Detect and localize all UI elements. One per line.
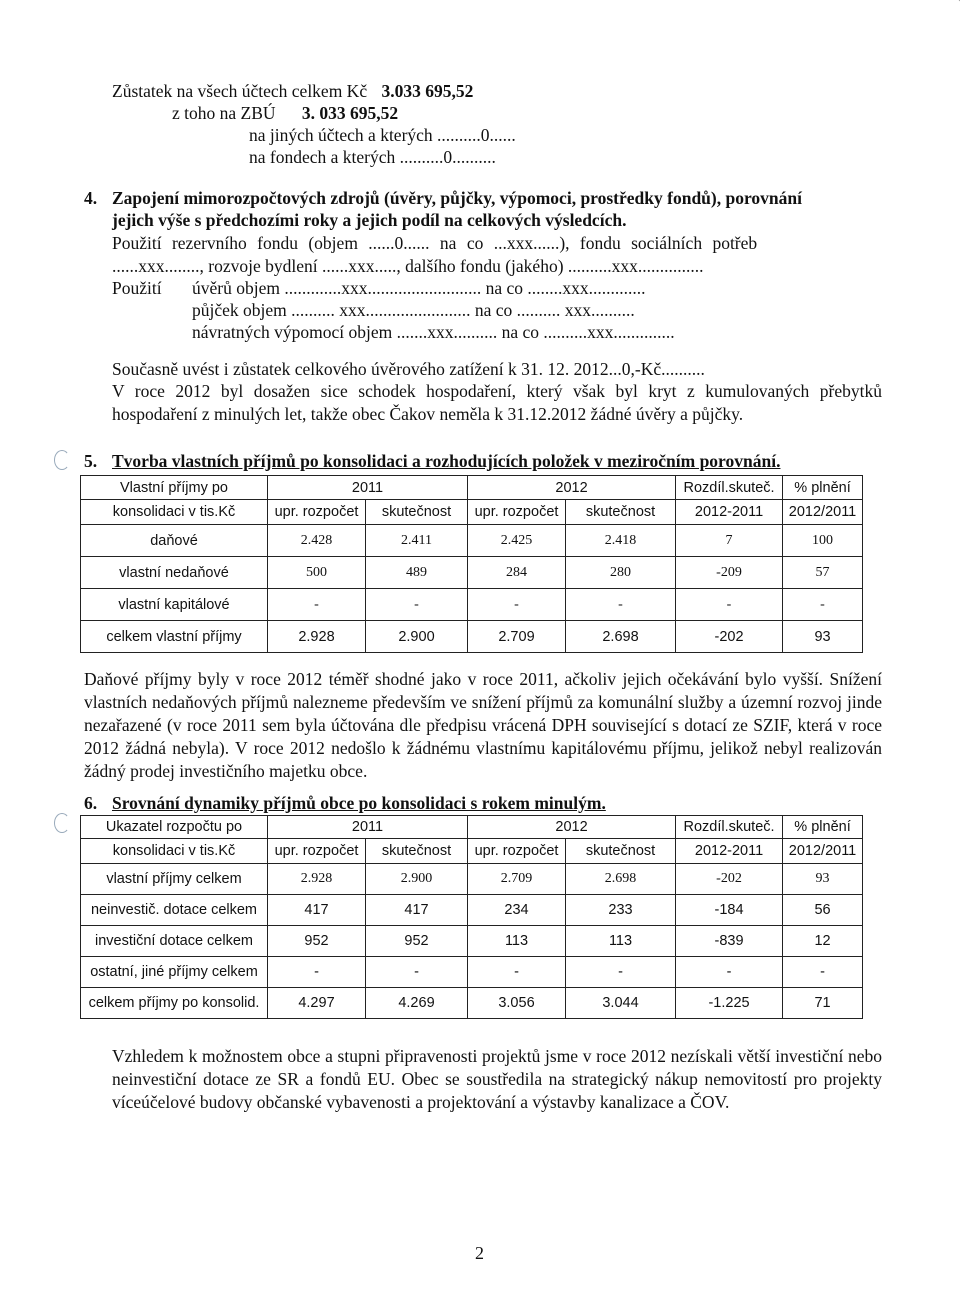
header-cell: skutečnost xyxy=(566,839,676,864)
section4-use-label: Použití xyxy=(112,278,162,298)
table-cell: 71 xyxy=(783,988,863,1019)
table-cell: 2.698 xyxy=(566,864,676,895)
section4-use-line1: Použití rezervního fondu (objem ......0...... na co ...xxx......), fondu sociálních potřeb xyxy=(112,233,758,253)
table-cell: 2.709 xyxy=(468,621,566,653)
header-cell: upr. rozpočet xyxy=(468,500,566,525)
table-cell: 952 xyxy=(268,926,366,957)
table-cell: -202 xyxy=(676,864,783,895)
balance-line-3: na jiných účtech a kterých ..........0...... xyxy=(249,125,516,145)
table-cell: 7 xyxy=(676,525,783,557)
table-row xyxy=(81,525,863,557)
table-cell: 100 xyxy=(783,525,863,557)
header-cell: 2012/2011 xyxy=(783,839,863,864)
table-cell: 2.698 xyxy=(566,621,676,653)
table-cell: 4.297 xyxy=(268,988,366,1019)
row-label: ostatní, jiné příjmy celkem xyxy=(81,957,268,988)
section4-aid: návratných výpomocí objem .......xxx.......... na co ..........xxx.............. xyxy=(192,322,675,342)
table-cell: - xyxy=(566,957,676,988)
table-cell: 93 xyxy=(783,864,863,895)
header-cell: Vlastní příjmy po xyxy=(81,476,268,500)
page-corner-fold xyxy=(920,0,960,40)
table-row xyxy=(81,621,863,653)
table-cell: 3.056 xyxy=(468,988,566,1019)
table-cell: 280 xyxy=(566,557,676,589)
table-cell: -209 xyxy=(676,557,783,589)
header-cell: 2011 xyxy=(268,816,468,839)
table-cell: - xyxy=(676,957,783,988)
table-cell: - xyxy=(268,589,366,621)
table-header-row xyxy=(81,816,863,839)
header-cell: Ukazatel rozpočtu po xyxy=(81,816,268,839)
header-cell: upr. rozpočet xyxy=(268,839,366,864)
row-label: vlastní nedaňové xyxy=(81,557,268,589)
table-cell: 113 xyxy=(468,926,566,957)
row-label: neinvestič. dotace celkem xyxy=(81,895,268,926)
table-cell: 2.709 xyxy=(468,864,566,895)
row-label: celkem vlastní příjmy xyxy=(81,621,268,653)
balance-line-2: z toho na ZBÚ 3. 033 695,52 xyxy=(172,103,399,123)
section5-paragraph: Daňové příjmy byly v roce 2012 téměř shodné jako v roce 2011, ačkoliv jejich očekávání bylo vyšší. Snížení vlastních nedaňových příjmů nalezneme především ve snížení příjmů za komunální služby a územní rozvoj jinde nezařazené (v roce 2011 sem byla účtována dle předpisu vrácená DPH související s dotací ze SZIF, která v roce 2012 žádná nebyla). V roce 2012 nedošlo k žádnému vlastnímu kapitálovému příjmu, jelikož nebyl realizován žádný prodej investičního majetku obce. xyxy=(84,669,882,781)
table-cell: 2.425 xyxy=(468,525,566,557)
table-cell: 489 xyxy=(366,557,468,589)
table-cell: 3.044 xyxy=(566,988,676,1019)
header-cell: 2012-2011 xyxy=(676,839,783,864)
header-cell: skutečnost xyxy=(366,839,468,864)
table-row xyxy=(81,926,863,957)
table-header-row xyxy=(81,500,863,525)
table-row xyxy=(81,557,863,589)
header-cell: skutečnost xyxy=(566,500,676,525)
table-cell: 2.928 xyxy=(268,864,366,895)
table-cell: 2.928 xyxy=(268,621,366,653)
table-cell: - xyxy=(366,589,468,621)
row-label: vlastní kapitálové xyxy=(81,589,268,621)
table-row xyxy=(81,988,863,1019)
header-cell: Rozdíl.skuteč. xyxy=(676,816,783,839)
table-cell: 417 xyxy=(268,895,366,926)
header-cell: 2012 xyxy=(468,476,676,500)
header-cell: upr. rozpočet xyxy=(268,500,366,525)
header-cell: 2012/2011 xyxy=(783,500,863,525)
header-cell: 2012-2011 xyxy=(676,500,783,525)
section6-number: 6. xyxy=(84,793,98,813)
balance-line-1: Zůstatek na všech účtech celkem Kč 3.033 695,52 xyxy=(112,81,474,101)
table-header-row xyxy=(81,476,863,500)
table-row xyxy=(81,589,863,621)
header-cell: konsolidaci v tis.Kč xyxy=(81,839,268,864)
table-cell: 93 xyxy=(783,621,863,653)
header-cell: % plnění xyxy=(783,476,863,500)
table-cell: - xyxy=(268,957,366,988)
row-label: celkem příjmy po konsolid. xyxy=(81,988,268,1019)
section6-table xyxy=(80,815,863,1019)
table-cell: 57 xyxy=(783,557,863,589)
row-label: investiční dotace celkem xyxy=(81,926,268,957)
table-cell: - xyxy=(566,589,676,621)
table-cell: 12 xyxy=(783,926,863,957)
section5-title: Tvorba vlastních příjmů po konsolidaci a rozhodujících položek v meziročním porovnání. xyxy=(112,451,781,471)
row-label: vlastní příjmy celkem xyxy=(81,864,268,895)
table-row xyxy=(81,895,863,926)
table-cell: - xyxy=(468,957,566,988)
table-cell: 952 xyxy=(366,926,468,957)
table-cell: 2.411 xyxy=(366,525,468,557)
table-cell: 234 xyxy=(468,895,566,926)
table-cell: - xyxy=(676,589,783,621)
table-row xyxy=(81,864,863,895)
binder-hole-mark xyxy=(54,813,70,833)
table-cell: 2.900 xyxy=(366,864,468,895)
page-number: 2 xyxy=(475,1243,484,1263)
header-cell: 2012 xyxy=(468,816,676,839)
table-cell: 500 xyxy=(268,557,366,589)
section4-title-line2: jejich výše s předchozími roky a jejich podíl na celkových výsledcích. xyxy=(112,210,627,230)
section5-number: 5. xyxy=(84,451,98,471)
section4-borrowings: půjček objem .......... xxx........................ na co .......... xxx.......... xyxy=(192,300,635,320)
balance-line-4: na fondech a kterých ..........0.......... xyxy=(249,147,496,167)
header-cell: % plnění xyxy=(783,816,863,839)
table-cell: - xyxy=(366,957,468,988)
section6-title: Srovnání dynamiky příjmů obce po konsolidaci s rokem minulým. xyxy=(112,793,606,813)
header-cell: konsolidaci v tis.Kč xyxy=(81,500,268,525)
binder-hole-mark xyxy=(54,450,70,470)
header-cell: Rozdíl.skuteč. xyxy=(676,476,783,500)
table-cell: -839 xyxy=(676,926,783,957)
table-cell: 2.900 xyxy=(366,621,468,653)
table-cell: -184 xyxy=(676,895,783,926)
section5-table xyxy=(80,475,863,653)
section4-loans: úvěrů objem .............xxx.......................... na co ........xxx............. xyxy=(192,278,646,298)
table-cell: - xyxy=(468,589,566,621)
table-cell: - xyxy=(783,957,863,988)
table-cell: -202 xyxy=(676,621,783,653)
header-cell: skutečnost xyxy=(366,500,468,525)
row-label: daňové xyxy=(81,525,268,557)
table-cell: 233 xyxy=(566,895,676,926)
table-cell: 4.269 xyxy=(366,988,468,1019)
section4-paragraph: V roce 2012 byl dosažen sice schodek hospodaření, který však byl kryt z kumulovaných přebytků hospodaření z minulých let, takže obec Čakov neměla k 31.12.2012 žádné úvěry a půjčky. xyxy=(112,381,882,424)
table-cell: - xyxy=(783,589,863,621)
table-cell: 417 xyxy=(366,895,468,926)
header-cell: upr. rozpočet xyxy=(468,839,566,864)
table-cell: -1.225 xyxy=(676,988,783,1019)
section4-title-line1: Zapojení mimorozpočtových zdrojů (úvěry, půjčky, výpomoci, prostředky fondů), porovnání xyxy=(112,188,803,208)
table-cell: 2.418 xyxy=(566,525,676,557)
table-header-row xyxy=(81,839,863,864)
table-cell: 2.428 xyxy=(268,525,366,557)
header-cell: 2011 xyxy=(268,476,468,500)
table-cell: 56 xyxy=(783,895,863,926)
section4-use-line2: ......xxx........, rozvoje bydlení ......xxx....., dalšího fondu (jakého) ..........xxx............... xyxy=(112,256,704,276)
section4-number: 4. xyxy=(84,188,98,208)
table-row xyxy=(81,957,863,988)
table-cell: 284 xyxy=(468,557,566,589)
section4-debt-note: Současně uvést i zůstatek celkového úvěrového zatížení k 31. 12. 2012...0,-Kč.......... xyxy=(112,359,705,379)
section6-paragraph: Vzhledem k možnostem obce a stupni připravenosti projektů jsme v roce 2012 nezískali větší investiční nebo neinvestiční dotace ze SR a fondů EU. Obec se soustředila na strategický nákup nemovitostí pro projekty víceúčelové budovy občanské vybavenosti a projektování a výstavby kanalizace a ČOV. xyxy=(112,1046,882,1112)
table-cell: 113 xyxy=(566,926,676,957)
